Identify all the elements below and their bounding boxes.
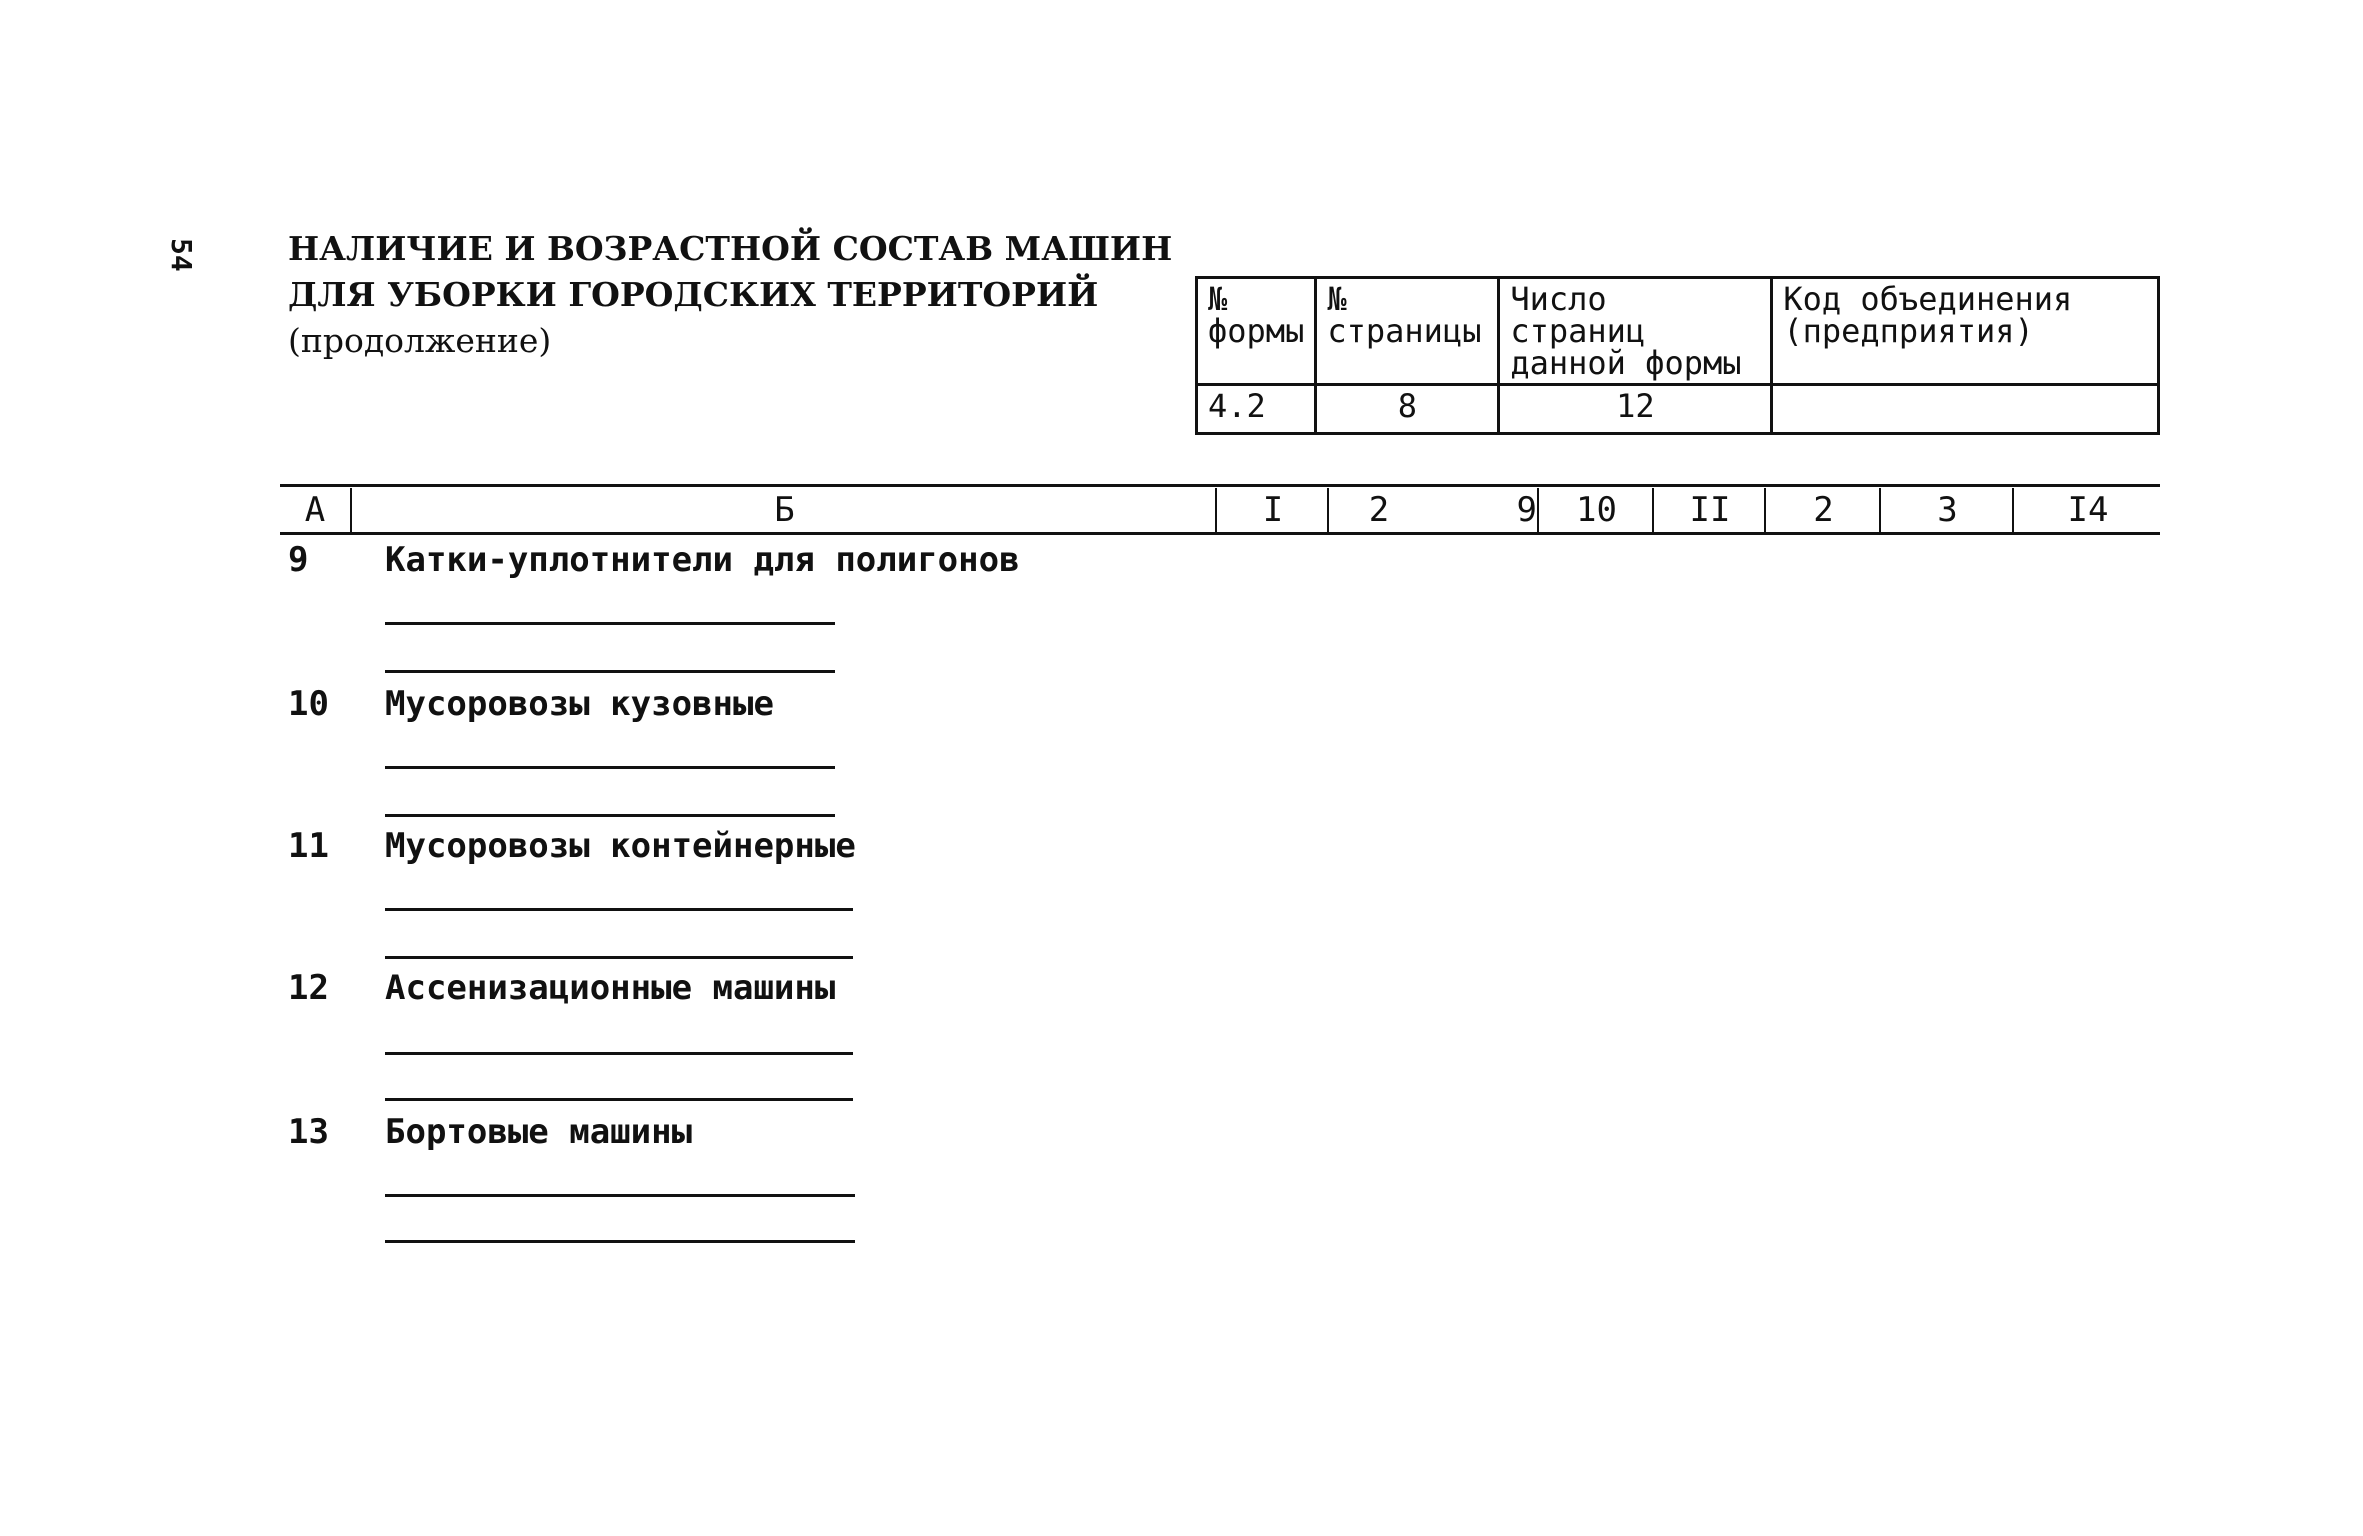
row-label: Ассенизационные машины — [385, 968, 836, 1008]
row-label: Катки-уплотнители для полигонов — [385, 540, 1020, 580]
title-line-1: НАЛИЧИЕ И ВОЗРАСТНОЙ СОСТАВ МАШИН — [288, 229, 1173, 268]
document-title — [288, 226, 1172, 364]
column-header-3: 3 — [1879, 488, 2014, 532]
title-line-3: (продолжение) — [288, 321, 552, 360]
column-header-11: II — [1652, 488, 1766, 532]
blank-line — [385, 908, 853, 911]
row-label: Мусоровозы кузовные — [385, 684, 774, 724]
title-line-2: ДЛЯ УБОРКИ ГОРОДСКИХ ТЕРРИТОРИЙ — [288, 275, 1099, 314]
page-number-header: № страницы — [1316, 278, 1499, 385]
form-number-value: 4.2 — [1197, 385, 1316, 434]
blank-line — [385, 766, 835, 769]
blank-line — [385, 670, 835, 673]
blank-line — [385, 622, 835, 625]
blank-line — [385, 1052, 853, 1055]
page-number: 54 — [165, 238, 198, 272]
association-code-value — [1772, 385, 2159, 434]
row-number: 11 — [288, 826, 329, 866]
column-header-2: 2 9 — [1327, 488, 1539, 532]
column-header-2b: 2 — [1764, 488, 1881, 532]
form-number-header: № формы — [1197, 278, 1316, 385]
blank-line — [385, 1194, 855, 1197]
row-number: 12 — [288, 968, 329, 1008]
page-number-value: 8 — [1316, 385, 1499, 434]
column-header-14: I4 — [2012, 488, 2162, 532]
blank-line — [385, 1098, 853, 1101]
row-number: 10 — [288, 684, 329, 724]
blank-line — [385, 1240, 855, 1243]
row-label: Мусоровозы контейнерные — [385, 826, 856, 866]
column-header-10: 10 — [1537, 488, 1654, 532]
column-header-1: I — [1215, 488, 1329, 532]
association-code-header: Код объединения (предприятия) — [1772, 278, 2159, 385]
table-header-rule-top — [280, 484, 2160, 487]
column-header-b: Б — [350, 488, 1217, 532]
row-number: 9 — [288, 540, 309, 580]
row-number: 13 — [288, 1112, 329, 1152]
row-label: Бортовые машины — [385, 1112, 693, 1152]
page-count-value: 12 — [1499, 385, 1772, 434]
blank-line — [385, 814, 835, 817]
column-header-a: А — [304, 490, 326, 530]
blank-line — [385, 956, 853, 959]
table-header-rule-bottom — [280, 532, 2160, 535]
form-info-table — [1195, 276, 2160, 435]
page-count-header: Число страниц данной формы — [1499, 278, 1772, 385]
